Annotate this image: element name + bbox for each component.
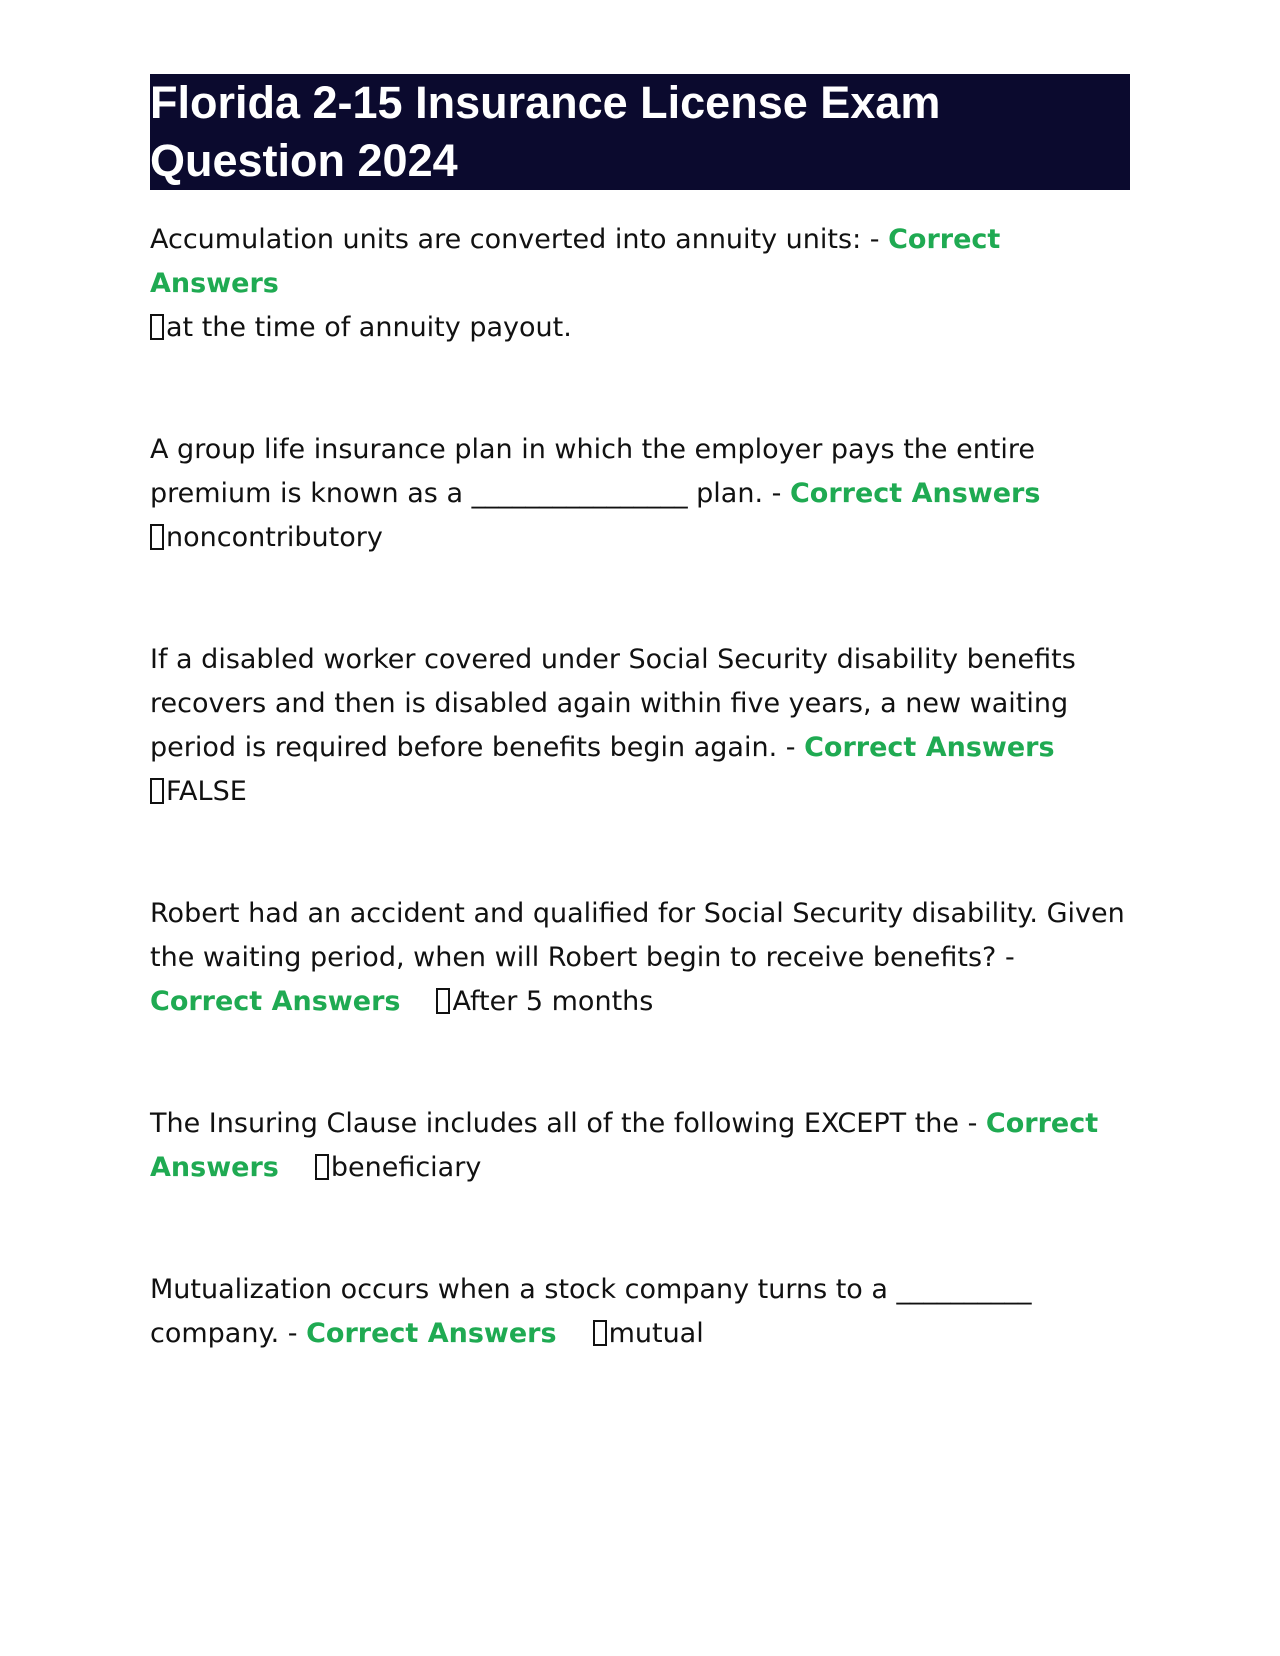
document-title: Florida 2-15 Insurance License Exam Question 2024	[150, 74, 1130, 190]
separator: -	[996, 942, 1024, 973]
question-text: Robert had an accident and qualified for Social Security disability. Given the waiting period, when will Robert begin to receive benefits?	[150, 898, 1125, 973]
correct-answers-label: Correct Answers	[150, 986, 401, 1017]
answer-marker-icon	[436, 988, 450, 1014]
answer-text: After 5 months	[452, 986, 654, 1017]
qa-list	[150, 218, 1130, 1356]
qa-item	[150, 638, 1130, 814]
answer-text: beneficiary	[330, 1152, 482, 1183]
question-text: The Insuring Clause includes all of the following EXCEPT the	[150, 1108, 959, 1139]
qa-item	[150, 428, 1130, 560]
answer-text: FALSE	[166, 776, 247, 807]
correct-answers-label: Correct Answers	[804, 732, 1055, 763]
answer-marker-icon	[150, 524, 164, 550]
correct-answers-label: Correct Answers	[150, 224, 1001, 299]
question-text: If a disabled worker covered under Social Security disability benefits recovers and then is disabled again within five years, a new waiting period is required before benefits begin again.	[150, 644, 1076, 763]
separator: -	[861, 224, 889, 255]
correct-answers-label: Correct Answers	[789, 478, 1041, 509]
answer-marker-icon	[150, 778, 164, 804]
question-text: Accumulation units are converted into annuity units:	[150, 224, 862, 255]
answer-text: mutual	[608, 1318, 704, 1349]
qa-item	[150, 1102, 1130, 1190]
qa-item	[150, 892, 1130, 1024]
question-text: Mutualization occurs when a stock company turns to a __________ company.	[150, 1274, 1032, 1349]
answer-text: at the time of annuity payout.	[166, 312, 572, 343]
correct-answers-label: Correct Answers	[306, 1318, 557, 1349]
answer-line	[150, 516, 1130, 560]
correct-answers-label: Correct Answers	[150, 1108, 1099, 1183]
separator: -	[279, 1318, 307, 1349]
separator: -	[763, 478, 790, 509]
answer-text: noncontributory	[166, 522, 383, 553]
document-page	[150, 74, 1130, 1434]
question-text: A group life insurance plan in which the employer pays the entire premium is known as a ________________ plan.	[150, 434, 1036, 509]
separator: -	[777, 732, 805, 763]
answer-marker-icon	[593, 1320, 607, 1346]
answer-marker-icon	[150, 314, 164, 340]
separator: -	[959, 1108, 986, 1139]
qa-item	[150, 1268, 1130, 1356]
answer-marker-icon	[315, 1154, 329, 1180]
qa-item	[150, 218, 1130, 350]
answer-line	[150, 770, 1130, 814]
answer-line	[150, 306, 1130, 350]
